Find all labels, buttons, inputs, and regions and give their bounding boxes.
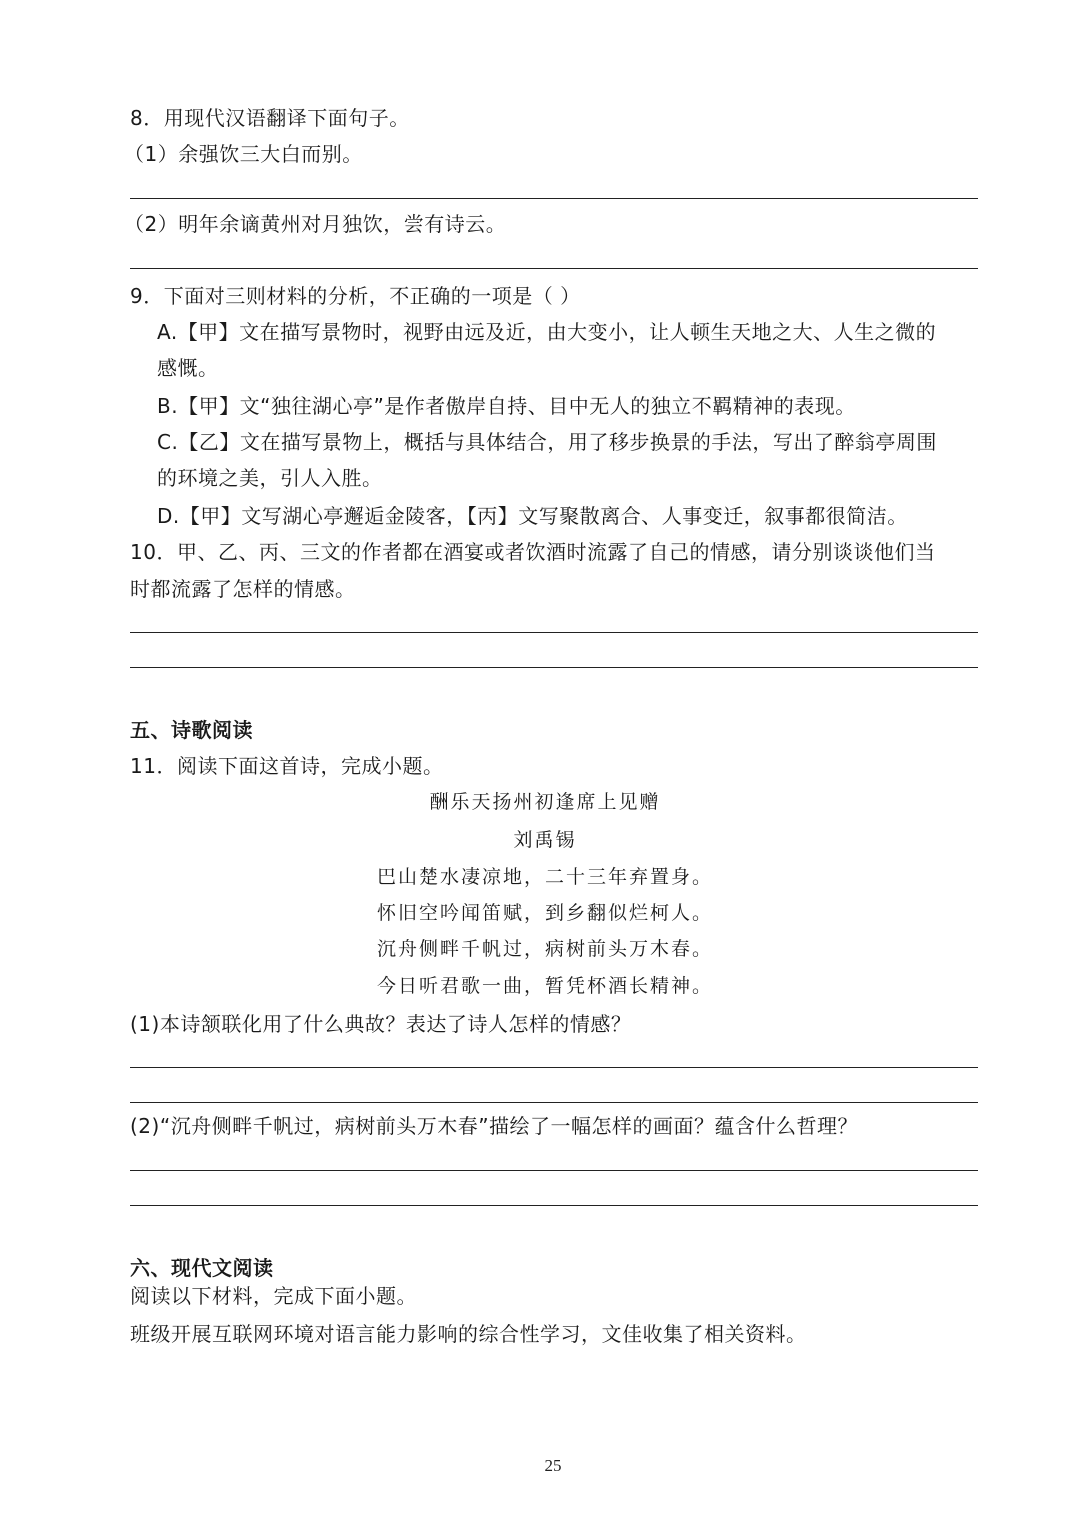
section-6-intro: 班级开展互联网环境对语言能力影响的综合性学习，文佳收集了相关资料。 <box>130 1322 807 1346</box>
section-6-instruction: 阅读以下材料，完成下面小题。 <box>130 1284 417 1308</box>
section-6-heading: 六、现代文阅读 <box>130 1256 274 1280</box>
option-b: B.【甲】文“独往湖心亭”是作者傲岸自持、目中无人的独立不羁精神的表现。 <box>157 394 856 418</box>
answer-line <box>130 632 978 633</box>
answer-line <box>130 198 978 199</box>
answer-line <box>130 1102 978 1103</box>
page-number: 25 <box>544 1456 562 1475</box>
question-10-line-2: 时都流露了怎样的情感。 <box>130 577 356 601</box>
poem-line-1: 巴山楚水凄凉地，二十三年弃置身。 <box>376 866 713 888</box>
question-8-sub-2: （2）明年余谪黄州对月独饮，尝有诗云。 <box>124 212 507 236</box>
question-8-sub-1: （1）余强饮三大白而别。 <box>124 142 363 166</box>
option-c-line-1: C.【乙】文在描写景物上，概括与具体结合，用了移步换景的手法，写出了醉翁亭周围 <box>157 430 937 454</box>
question-10-line-1: 10．甲、乙、丙、三文的作者都在酒宴或者饮酒时流露了自己的情感，请分别谈谈他们当 <box>130 540 936 564</box>
answer-line <box>130 268 978 269</box>
option-a-line-1: A.【甲】文在描写景物时，视野由远及近，由大变小，让人顿生天地之大、人生之微的 <box>157 320 937 344</box>
poem-title: 酬乐天扬州初逢席上见赠 <box>429 791 661 813</box>
question-11-sub-2: (2)“沉舟侧畔千帆过，病树前头万木春”描绘了一幅怎样的画面？蕴含什么哲理？ <box>130 1114 859 1138</box>
answer-line <box>130 1205 978 1206</box>
question-9-title: 9．下面对三则材料的分析，不正确的一项是（ ） <box>130 284 581 308</box>
answer-line <box>130 1170 978 1171</box>
section-5-heading: 五、诗歌阅读 <box>130 718 253 742</box>
poem-author: 刘禹锡 <box>513 829 577 851</box>
poem-line-3: 沉舟侧畔千帆过，病树前头万木春。 <box>376 938 713 960</box>
poem-line-2: 怀旧空吟闻笛赋，到乡翻似烂柯人。 <box>376 902 713 924</box>
question-11-title: 11．阅读下面这首诗，完成小题。 <box>130 754 444 778</box>
option-d: D.【甲】文写湖心亭邂逅金陵客，【丙】文写聚散离合、人事变迁，叙事都很简洁。 <box>157 504 908 528</box>
answer-line <box>130 667 978 668</box>
answer-line <box>130 1067 978 1068</box>
option-c-line-2: 的环境之美，引人入胜。 <box>157 466 383 490</box>
poem-line-4: 今日听君歌一曲，暂凭杯酒长精神。 <box>376 975 713 997</box>
question-8-title: 8．用现代汉语翻译下面句子。 <box>130 106 410 130</box>
question-11-sub-1: (1)本诗颔联化用了什么典故？表达了诗人怎样的情感？ <box>130 1012 632 1036</box>
option-a-line-2: 感慨。 <box>157 356 219 380</box>
